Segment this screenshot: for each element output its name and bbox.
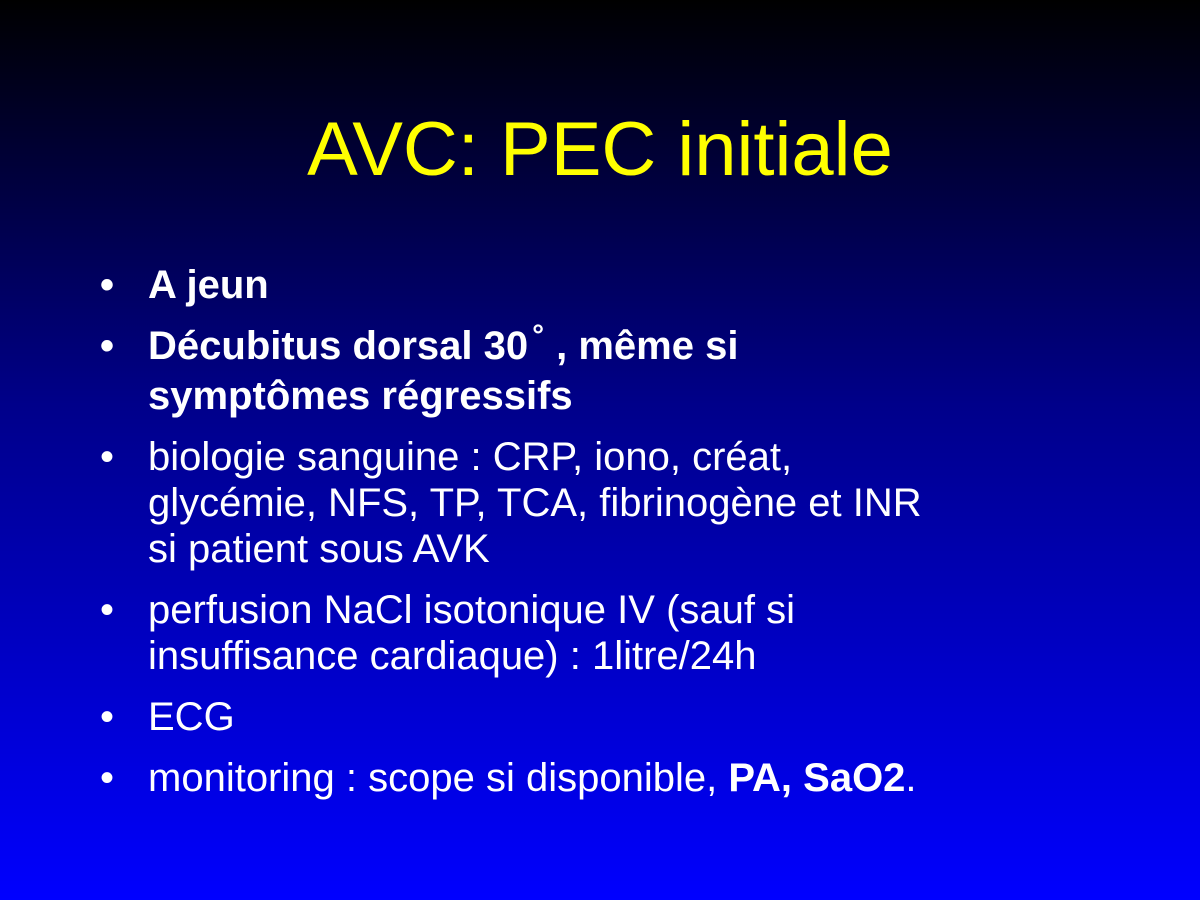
bullet-text-prefix: monitoring : scope si disponible, (148, 756, 729, 800)
bullet-marker: • (100, 435, 115, 479)
bullet-text-prefix: Décubitus dorsal 30 (148, 324, 529, 368)
bullet-text-line (148, 755, 1100, 801)
bullet-text: A jeun (148, 263, 269, 307)
bullet-text-suffix: , même si (556, 324, 739, 368)
bullet-text-line: symptômes régressifs (148, 374, 573, 418)
bullet-item-blood-tests (100, 434, 1100, 572)
bullet-item-ecg (100, 694, 1100, 740)
bullet-marker: • (100, 756, 115, 800)
bullet-text-line: glycémie, NFS, TP, TCA, fibrinogène et INR (148, 481, 922, 525)
bullet-marker: • (100, 324, 115, 368)
bullet-marker: • (100, 695, 115, 739)
bullet-text-suffix: . (905, 756, 917, 800)
bullet-item-fasting (100, 262, 1100, 308)
bullet-text: ECG (148, 695, 235, 739)
bullet-text-bold: PA, SaO2 (728, 756, 906, 800)
bullet-marker: • (100, 263, 115, 307)
slide-title: AVC: PEC initiale (307, 107, 893, 192)
bullet-text-line (148, 319, 1100, 373)
bullet-item-position (100, 319, 1100, 419)
degree-symbol: ° (532, 319, 545, 352)
bullet-item-infusion (100, 587, 1100, 679)
bullet-list (100, 262, 1100, 816)
bullet-text-line: insuffisance cardiaque) : 1litre/24h (148, 634, 757, 678)
bullet-text-line: perfusion NaCl isotonique IV (sauf si (148, 588, 795, 632)
bullet-text-line: biologie sanguine : CRP, iono, créat, (148, 435, 793, 479)
bullet-item-monitoring (100, 755, 1100, 801)
bullet-marker: • (100, 588, 115, 632)
bullet-text-line: si patient sous AVK (148, 527, 490, 571)
